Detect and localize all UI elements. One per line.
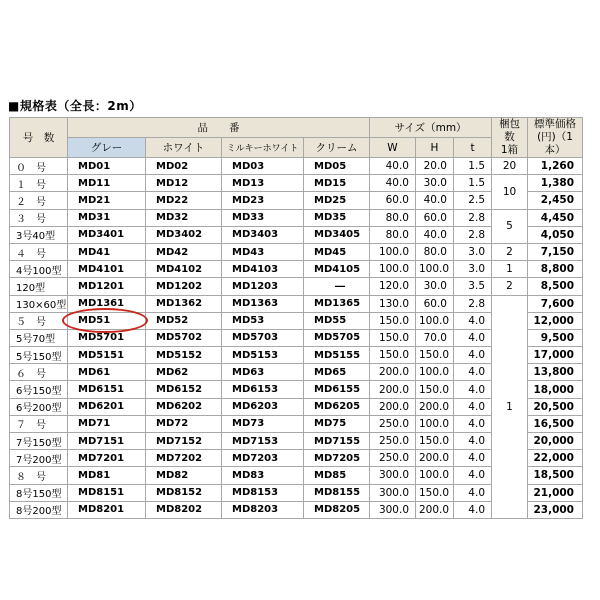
cell-gray: MD1201: [68, 278, 146, 295]
row-number: ７ 号: [10, 415, 68, 432]
cell-milky-white: MD6153: [222, 381, 304, 398]
cell-gray: MD61: [68, 364, 146, 381]
cell-t: 4.0: [454, 484, 492, 501]
cell-h: 20.0: [416, 158, 454, 175]
header-size: サイズ（mm）: [370, 118, 492, 138]
cell-cream: MD85: [304, 467, 370, 484]
cell-price: 4,450: [528, 209, 583, 226]
cell-milky-white: MD53: [222, 312, 304, 329]
cell-cream: MD75: [304, 415, 370, 432]
cell-w: 120.0: [370, 278, 416, 295]
cell-w: 150.0: [370, 347, 416, 364]
cell-w: 250.0: [370, 450, 416, 467]
cell-price: 1,260: [528, 158, 583, 175]
row-number: 5号150型: [10, 347, 68, 364]
cell-gray: MD7151: [68, 433, 146, 450]
cell-white: MD72: [146, 415, 222, 432]
cell-h: 30.0: [416, 278, 454, 295]
cell-w: 200.0: [370, 364, 416, 381]
cell-w: 40.0: [370, 175, 416, 192]
cell-t: 2.8: [454, 226, 492, 243]
cell-pack: 10: [492, 175, 528, 209]
cell-milky-white: MD63: [222, 364, 304, 381]
cell-t: 4.0: [454, 433, 492, 450]
cell-cream: MD7155: [304, 433, 370, 450]
cell-t: 4.0: [454, 312, 492, 329]
row-number: ４ 号: [10, 243, 68, 260]
cell-w: 200.0: [370, 381, 416, 398]
row-number: ６ 号: [10, 364, 68, 381]
cell-gray: MD31: [68, 209, 146, 226]
cell-milky-white: MD13: [222, 175, 304, 192]
cell-h: 150.0: [416, 433, 454, 450]
row-number: 6号200型: [10, 398, 68, 415]
cell-w: 40.0: [370, 158, 416, 175]
cell-t: 4.0: [454, 467, 492, 484]
row-number: 8号150型: [10, 484, 68, 501]
cell-h: 200.0: [416, 398, 454, 415]
cell-w: 250.0: [370, 433, 416, 450]
cell-white: MD6152: [146, 381, 222, 398]
cell-price: 23,000: [528, 501, 583, 518]
cell-white: MD4102: [146, 261, 222, 278]
cell-cream: MD1365: [304, 295, 370, 312]
cell-t: 4.0: [454, 364, 492, 381]
cell-pack: 1: [492, 261, 528, 278]
cell-milky-white: MD83: [222, 467, 304, 484]
cell-price: 18,000: [528, 381, 583, 398]
cell-cream: MD6205: [304, 398, 370, 415]
cell-price: 20,500: [528, 398, 583, 415]
cell-gray: MD41: [68, 243, 146, 260]
row-number: 5号70型: [10, 329, 68, 346]
cell-pack: 2: [492, 243, 528, 260]
cell-cream: MD35: [304, 209, 370, 226]
cell-price: 16,500: [528, 415, 583, 432]
cell-gray: MD11: [68, 175, 146, 192]
cell-h: 100.0: [416, 261, 454, 278]
cell-price: 13,800: [528, 364, 583, 381]
cell-milky-white: MD33: [222, 209, 304, 226]
cell-h: 100.0: [416, 415, 454, 432]
cell-white: MD62: [146, 364, 222, 381]
cell-price: 7,150: [528, 243, 583, 260]
cell-white: MD52: [146, 312, 222, 329]
cell-white: MD22: [146, 192, 222, 209]
cell-price: 17,000: [528, 347, 583, 364]
row-number: 4号100型: [10, 261, 68, 278]
cell-t: 2.8: [454, 295, 492, 312]
cell-price: 18,500: [528, 467, 583, 484]
cell-w: 60.0: [370, 192, 416, 209]
cell-t: 2.8: [454, 209, 492, 226]
row-number: 7号200型: [10, 450, 68, 467]
header-price: 標準価格 (円)（1本）: [528, 118, 583, 158]
cell-cream: MD3405: [304, 226, 370, 243]
cell-cream: MD4105: [304, 261, 370, 278]
cell-h: 40.0: [416, 226, 454, 243]
row-number: ０ 号: [10, 158, 68, 175]
row-number: 7号150型: [10, 433, 68, 450]
cell-price: 8,500: [528, 278, 583, 295]
cell-t: 1.5: [454, 158, 492, 175]
cell-white: MD5702: [146, 329, 222, 346]
table-row: [10, 261, 583, 278]
cell-price: 20,000: [528, 433, 583, 450]
cell-t: 4.0: [454, 329, 492, 346]
cell-white: MD32: [146, 209, 222, 226]
cell-price: 12,000: [528, 312, 583, 329]
row-number: ８ 号: [10, 467, 68, 484]
cell-milky-white: MD1363: [222, 295, 304, 312]
cell-h: 200.0: [416, 450, 454, 467]
row-number: ３ 号: [10, 209, 68, 226]
cell-w: 300.0: [370, 501, 416, 518]
cell-w: 150.0: [370, 312, 416, 329]
row-number: ５ 号: [10, 312, 68, 329]
cell-cream: MD7205: [304, 450, 370, 467]
cell-white: MD12: [146, 175, 222, 192]
cell-price: 2,450: [528, 192, 583, 209]
cell-price: 9,500: [528, 329, 583, 346]
cell-gray: MD01: [68, 158, 146, 175]
cell-milky-white: MD43: [222, 243, 304, 260]
cell-gray: MD7201: [68, 450, 146, 467]
cell-milky-white: MD5703: [222, 329, 304, 346]
cell-h: 30.0: [416, 175, 454, 192]
header-white: ホワイト: [146, 138, 222, 158]
cell-h: 150.0: [416, 381, 454, 398]
cell-cream: MD8205: [304, 501, 370, 518]
cell-cream: ―: [304, 278, 370, 295]
cell-milky-white: MD73: [222, 415, 304, 432]
cell-gray: MD6151: [68, 381, 146, 398]
cell-h: 100.0: [416, 312, 454, 329]
header-no: 号 数: [10, 118, 68, 158]
cell-price: 22,000: [528, 450, 583, 467]
cell-white: MD7152: [146, 433, 222, 450]
cell-white: MD5152: [146, 347, 222, 364]
cell-w: 80.0: [370, 226, 416, 243]
cell-t: 1.5: [454, 175, 492, 192]
cell-gray: MD1361: [68, 295, 146, 312]
cell-h: 40.0: [416, 192, 454, 209]
cell-h: 200.0: [416, 501, 454, 518]
cell-gray: MD3401: [68, 226, 146, 243]
cell-w: 300.0: [370, 467, 416, 484]
header-milky: ミルキーホワイト: [222, 138, 304, 158]
cell-milky-white: MD5153: [222, 347, 304, 364]
cell-price: 4,050: [528, 226, 583, 243]
cell-white: MD42: [146, 243, 222, 260]
cell-price: 21,000: [528, 484, 583, 501]
table-row: [10, 175, 583, 192]
cell-milky-white: MD1203: [222, 278, 304, 295]
cell-gray: MD5151: [68, 347, 146, 364]
table-body: [10, 158, 583, 519]
cell-white: MD1362: [146, 295, 222, 312]
cell-w: 100.0: [370, 261, 416, 278]
cell-cream: MD45: [304, 243, 370, 260]
cell-milky-white: MD23: [222, 192, 304, 209]
cell-white: MD02: [146, 158, 222, 175]
cell-white: MD1202: [146, 278, 222, 295]
cell-milky-white: MD8203: [222, 501, 304, 518]
cell-gray: MD8151: [68, 484, 146, 501]
table-row: [10, 243, 583, 260]
cell-h: 150.0: [416, 484, 454, 501]
table-caption: ■規格表（全長：2m）: [8, 99, 142, 113]
cell-cream: MD25: [304, 192, 370, 209]
cell-white: MD8202: [146, 501, 222, 518]
table-row: [10, 209, 583, 226]
header-t: t: [454, 138, 492, 158]
cell-w: 100.0: [370, 243, 416, 260]
cell-gray: MD8201: [68, 501, 146, 518]
cell-milky-white: MD3403: [222, 226, 304, 243]
cell-milky-white: MD6203: [222, 398, 304, 415]
cell-milky-white: MD8153: [222, 484, 304, 501]
cell-white: MD82: [146, 467, 222, 484]
header-cream: クリーム: [304, 138, 370, 158]
cell-price: 1,380: [528, 175, 583, 192]
cell-t: 4.0: [454, 501, 492, 518]
cell-w: 250.0: [370, 415, 416, 432]
cell-h: 150.0: [416, 347, 454, 364]
cell-cream: MD05: [304, 158, 370, 175]
cell-cream: MD5155: [304, 347, 370, 364]
cell-t: 2.5: [454, 192, 492, 209]
cell-t: 4.0: [454, 450, 492, 467]
cell-h: 60.0: [416, 295, 454, 312]
cell-pack: 20: [492, 158, 528, 175]
cell-t: 4.0: [454, 415, 492, 432]
cell-h: 100.0: [416, 467, 454, 484]
cell-w: 80.0: [370, 209, 416, 226]
cell-cream: MD15: [304, 175, 370, 192]
cell-t: 4.0: [454, 398, 492, 415]
cell-gray: MD4101: [68, 261, 146, 278]
cell-pack: 5: [492, 209, 528, 243]
cell-gray: MD81: [68, 467, 146, 484]
cell-milky-white: MD7153: [222, 433, 304, 450]
cell-cream: MD5705: [304, 329, 370, 346]
cell-w: 300.0: [370, 484, 416, 501]
cell-gray: MD21: [68, 192, 146, 209]
row-number: 120型: [10, 278, 68, 295]
row-number: ２ 号: [10, 192, 68, 209]
cell-w: 150.0: [370, 329, 416, 346]
cell-h: 80.0: [416, 243, 454, 260]
cell-white: MD3402: [146, 226, 222, 243]
row-number: 3号40型: [10, 226, 68, 243]
cell-h: 60.0: [416, 209, 454, 226]
cell-milky-white: MD4103: [222, 261, 304, 278]
cell-price: 8,800: [528, 261, 583, 278]
cell-white: MD7202: [146, 450, 222, 467]
cell-cream: MD55: [304, 312, 370, 329]
header-pack: 梱包数 1箱: [492, 118, 528, 158]
cell-white: MD6202: [146, 398, 222, 415]
cell-pack: 2: [492, 278, 528, 295]
row-number: １ 号: [10, 175, 68, 192]
table-row: [10, 158, 583, 175]
cell-price: 7,600: [528, 295, 583, 312]
row-number: 130×60型: [10, 295, 68, 312]
cell-t: 4.0: [454, 381, 492, 398]
cell-pack: 1: [492, 295, 528, 518]
header-h: H: [416, 138, 454, 158]
cell-gray: MD5701: [68, 329, 146, 346]
cell-t: 3.0: [454, 261, 492, 278]
cell-gray: MD51: [68, 312, 146, 329]
row-number: 8号200型: [10, 501, 68, 518]
cell-w: 200.0: [370, 398, 416, 415]
table-row: [10, 278, 583, 295]
cell-h: 100.0: [416, 364, 454, 381]
cell-cream: MD65: [304, 364, 370, 381]
cell-milky-white: MD7203: [222, 450, 304, 467]
cell-milky-white: MD03: [222, 158, 304, 175]
header-w: W: [370, 138, 416, 158]
cell-h: 70.0: [416, 329, 454, 346]
cell-w: 130.0: [370, 295, 416, 312]
cell-cream: MD8155: [304, 484, 370, 501]
header-gray: グレー: [68, 138, 146, 158]
cell-gray: MD6201: [68, 398, 146, 415]
cell-t: 3.5: [454, 278, 492, 295]
cell-t: 3.0: [454, 243, 492, 260]
header-hinban: 品 番: [68, 118, 370, 138]
cell-gray: MD71: [68, 415, 146, 432]
cell-cream: MD6155: [304, 381, 370, 398]
cell-white: MD8152: [146, 484, 222, 501]
cell-t: 4.0: [454, 347, 492, 364]
row-number: 6号150型: [10, 381, 68, 398]
